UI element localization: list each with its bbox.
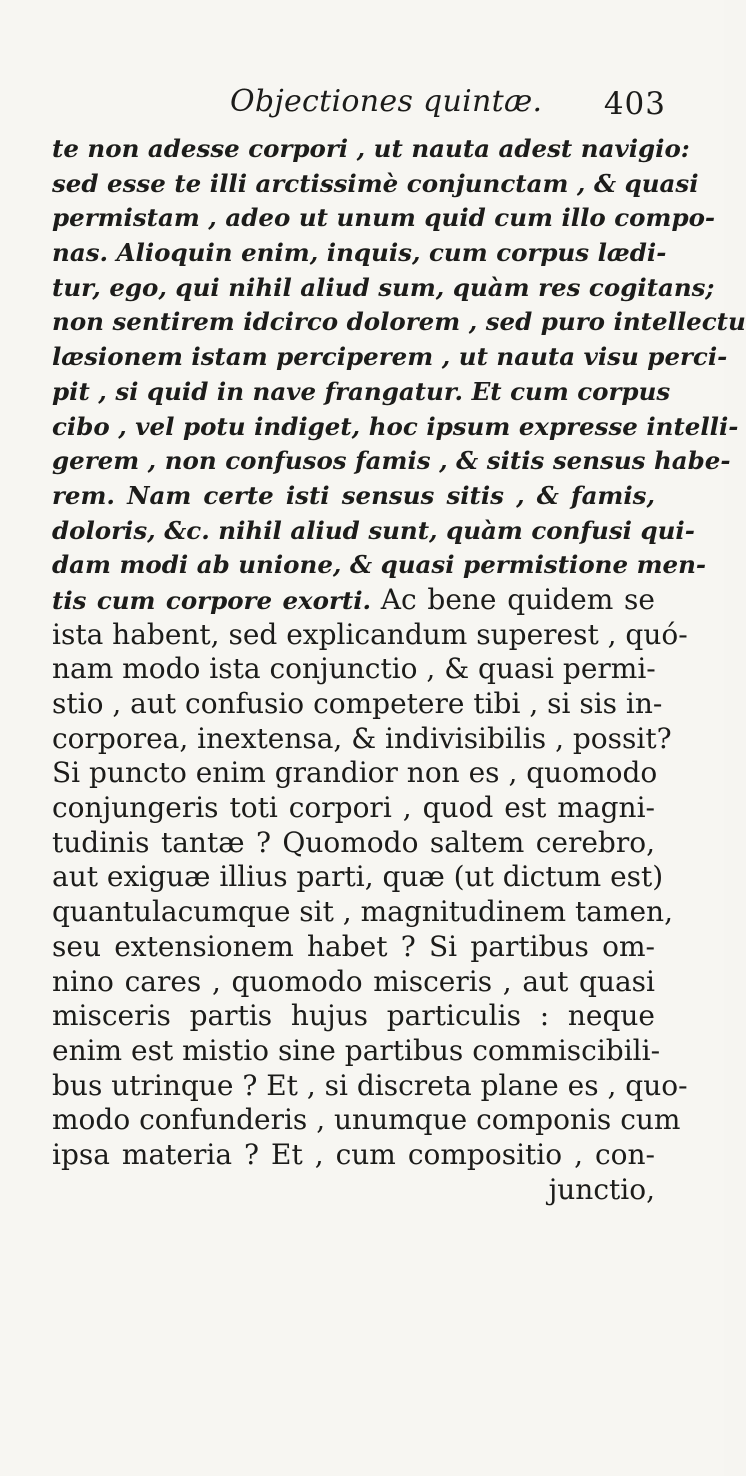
text-line: nino cares , quomodo misceris , aut quasi [52,964,655,998]
text-line: rem. Nam certe isti sensus sitis , & famis, [52,480,655,510]
text-line: corporea, inextensa, & indivisibilis , possit? [52,721,672,755]
text-line: ipsa materia ? Et , cum compositio , con- [52,1137,655,1171]
body-text [52,132,746,1207]
text-line: doloris, &c. nihil aliud sunt, quàm confusi qui- [52,515,695,545]
italic-segment: tis cum corpore exorti. [52,585,372,615]
text-line: permistam , adeo ut unum quid cum illo compo- [52,203,716,233]
text-line: non sentirem idcirco dolorem , sed puro intellectu [52,307,746,337]
running-title: Objectiones quintæ. [230,84,543,119]
text-line-mixed [52,583,655,618]
text-line: bus utrinque ? Et , si discreta plane es , quo- [52,1068,688,1102]
text-line: cibo , vel potu indiget, hoc ipsum expresse intelli- [52,411,739,441]
running-head [52,84,666,124]
text-line: læsionem istam perciperem , ut nauta visu perci- [52,342,728,372]
text-line: pit , si quid in nave frangatur. Et cum corpus [52,376,671,406]
text-line: sed esse te illi arctissimè conjunctam , & quasi [52,168,699,198]
catchword: junctio, [548,1172,655,1206]
text-line: tur, ego, qui nihil aliud sum, quàm res cogitans; [52,272,715,302]
text-line: aut exiguæ illius parti, quæ (ut dictum est) [52,860,664,894]
text-line: nas. Alioquin enim, inquis, cum corpus lædi- [52,238,667,268]
roman-segment: Ac bene quidem se [380,582,655,616]
text-line: tudinis tantæ ? Quomodo saltem cerebro, [52,825,655,859]
text-line: quantulacumque sit , magnitudinem tamen, [52,895,673,929]
text-line: gerem , non confusos famis , & sitis sensus habe- [52,446,731,476]
text-line: nam modo ista conjunctio , & quasi permi- [52,652,656,686]
text-line: conjungeris toti corpori , quod est magni- [52,791,655,825]
text-line: ista habent, sed explicandum superest , quó- [52,617,688,651]
text-line: te non adesse corpori , ut nauta adest navigio: [52,134,690,163]
text-line: stio , aut confusio competere tibi , si sis in- [52,687,663,720]
page-number: 403 [603,86,666,122]
text-line: misceris partis hujus particulis : neque [52,999,655,1033]
text-line: dam modi ab unione, & quasi permistione men- [52,550,707,580]
text-line: modo confunderis , unumque componis cum [52,1103,681,1137]
text-line: enim est mistio sine partibus commiscibili- [52,1033,661,1067]
text-line: seu extensionem habet ? Si partibus om- [52,929,655,963]
text-line: Si puncto enim grandior non es , quomodo [52,756,658,790]
